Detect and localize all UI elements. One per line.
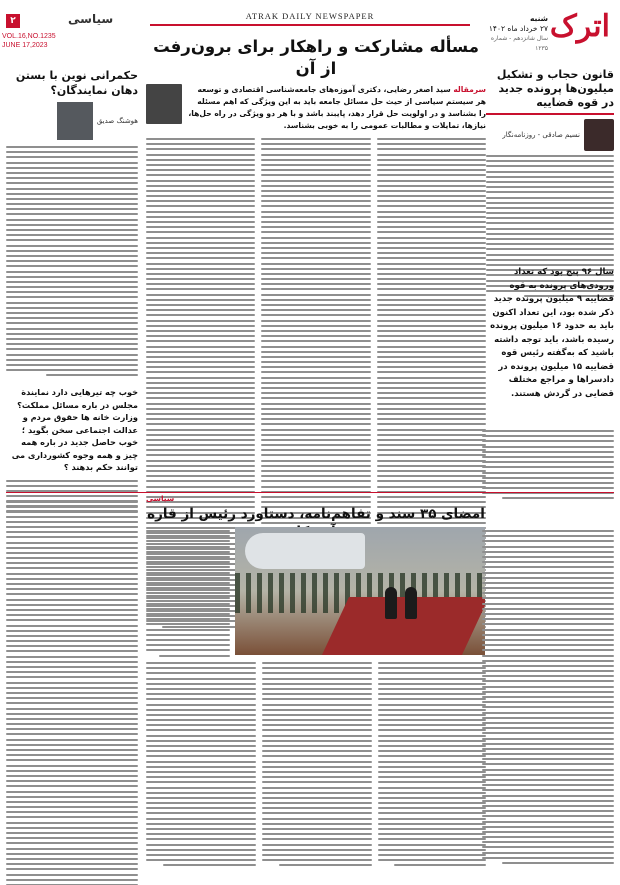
bottom-col-left [6, 500, 138, 885]
main-headline: مسأله مشارکت و راهکار برای برون‌رفت از آن [153, 37, 479, 78]
left-author-photo [57, 102, 93, 140]
red-carpet [321, 597, 485, 655]
right-article [486, 68, 614, 297]
author-photo [584, 119, 614, 151]
left-author-row [6, 102, 138, 140]
logo-area [483, 8, 618, 54]
person-figure [405, 587, 417, 619]
section-divider [6, 492, 614, 493]
weekday: شنبه [529, 14, 548, 23]
lead-author: سید اصغر رضایی، دکتری آموزه‌های جامعه‌شناسی اقتصادی و توسعه [197, 85, 451, 94]
bottom-col-right [482, 530, 614, 864]
left-pull-quote: خوب چه تیرهایی دارد نمایندة مجلس در باره مسائل مملکت؟ وزارت خانه ها حقوق مردم و عدالت اجتماعی سخن بگوید ؛ خوب حاصل جدید در باره همه چیز و همه وجوه کشورداری می توانند حکم بدهند ؟ [11, 387, 138, 473]
newspaper-name-en: ATRAK DAILY NEWSPAPER [245, 11, 375, 21]
persian-date [483, 14, 548, 54]
left-author-name: هوشنگ صدیق [96, 117, 138, 125]
masthead-center [150, 11, 470, 26]
page-number: ۲ [6, 14, 20, 28]
person-figure [385, 587, 397, 619]
airplane [245, 533, 365, 569]
left-article-title: حکمرانی نوین با بستن دهان نمایندگان؟ [15, 69, 138, 97]
author-row [486, 119, 614, 151]
news-photo [235, 527, 485, 655]
issue-info: سال شانزدهم - شماره ۱۲۳۵ [490, 35, 548, 52]
author-name: نسیم صادقی - روزنامه‌نگار [502, 131, 580, 139]
lead-author-photo [146, 84, 182, 124]
lead-label: سرمقاله [453, 85, 486, 94]
lead-box [146, 84, 486, 132]
volume-number: VOL.16,NO.1235 [2, 33, 56, 40]
volume-info [2, 32, 56, 50]
section-label: سیاسی [68, 12, 114, 26]
lead-text [188, 84, 486, 132]
right-article-title: قانون حجاب و تشکیل میلیون‌ها پرونده جدید در قوه قضاییه [496, 68, 614, 109]
pull-quote: سال ۹۶ پنج بود که تعداد ورودی‌های پرونده به قوه قضاییه ۹ میلیون پرونده جدید ذکر شده بود، این تعداد اکنون باید به حدود ۱۶ میلیون پرونده رسیده باشد، باید توجه داشته باشید که به‌گفته رئیس قوه قضاییه ۱۵ میلیون پرونده در دادسراها و مراجع مختلف قضایی در گردش هستند. [490, 267, 614, 399]
left-article-body [6, 146, 138, 376]
right-article-continued [482, 430, 614, 499]
persian-date-text: ۲۷ خرداد ماه ۱۴۰۲ [488, 24, 548, 33]
bottom-headline: امضای ۳۵ سند و تفاهم‌نامه، دستاورد رئیس از قاره [147, 506, 485, 522]
newspaper-logo: اترک [549, 9, 610, 44]
english-date: JUNE 17,2023 [2, 42, 48, 49]
bottom-row-col-1 [146, 662, 256, 866]
title-rule [486, 113, 614, 115]
bottom-row-col-2 [262, 662, 372, 866]
bottom-row-col-3 [378, 662, 486, 866]
masthead-rule [150, 24, 470, 26]
bottom-section-label: سیاسی [146, 494, 175, 503]
left-article [6, 68, 138, 528]
bottom-col-center [146, 530, 230, 657]
lead-paragraph: هر سیستم سیاسی از حیث حل مسائل جامعه باید به این ویژگی که اهم مسئله را بشناسد و در اولویت حل قرار دهد، پایبند باشد و با هر دو ویژگی در راه حل‌ها، نیاز‌ها، تمایلات و مطالبات عمومی را به خوبی بشناسد. [188, 97, 486, 130]
